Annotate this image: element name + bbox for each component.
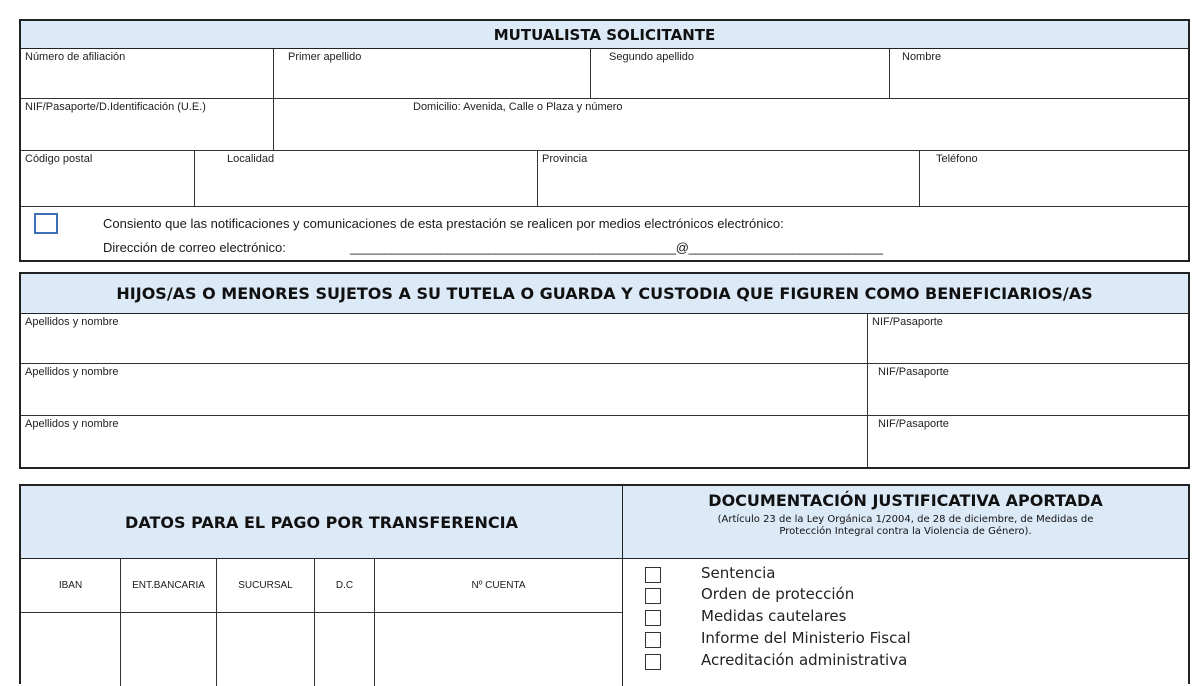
nif-field[interactable]: [21, 99, 274, 151]
pago-header: [21, 486, 623, 559]
acreditacion-label: Acreditación administrativa: [701, 651, 908, 669]
sentencia-label: Sentencia: [701, 564, 776, 582]
hijo-name-label: Apellidos y nombre: [25, 316, 119, 328]
consent-text: Consiento que las notificaciones y comunicaciones de esta prestación se realicen por medios electrónicos electrónico:: [103, 216, 784, 231]
codigo-postal-label: Código postal: [25, 153, 93, 165]
iban-label: IBAN: [58, 580, 83, 591]
hijos-header: [21, 274, 1188, 314]
localidad-field[interactable]: [195, 151, 538, 207]
afiliacion-field[interactable]: [21, 49, 274, 99]
hijo-1-name-field[interactable]: [21, 314, 868, 364]
hijo-3-nif-field[interactable]: [868, 416, 1188, 467]
sentencia-checkbox[interactable]: [645, 567, 661, 583]
entidad-label: ENT.BANCARIA: [132, 580, 205, 591]
dc-label: D.C: [335, 580, 354, 591]
segundo-apellido-label: Segundo apellido: [609, 51, 695, 63]
informe-fiscal-label: Informe del Ministerio Fiscal: [701, 629, 911, 647]
documentacion-subtitle-2: Protección Integral contra la Violencia de Género).: [779, 526, 1032, 537]
pago-title: DATOS PARA EL PAGO POR TRANSFERENCIA: [125, 512, 518, 532]
cuenta-label: Nº CUENTA: [471, 580, 526, 591]
mutualista-title: MUTUALISTA SOLICITANTE: [493, 25, 716, 44]
documentacion-title: DOCUMENTACIÓN JUSTIFICATIVA APORTADA: [708, 491, 1103, 510]
acreditacion-checkbox[interactable]: [645, 654, 661, 670]
entidad-input[interactable]: [121, 613, 217, 686]
hijo-name-label: Apellidos y nombre: [25, 418, 119, 430]
hijos-title: HIJOS/AS O MENORES SUJETOS A SU TUTELA O GUARDA Y CUSTODIA QUE FIGUREN COMO BENEFICIARIOS/AS: [116, 284, 1093, 303]
hijos-section: [19, 272, 1190, 469]
domicilio-label: Domicilio: Avenida, Calle o Plaza y número: [413, 101, 623, 113]
entidad-column-header: [121, 559, 217, 613]
hijo-nif-label: NIF/Pasaporte: [878, 418, 949, 430]
nombre-field[interactable]: [890, 49, 1188, 99]
consent-checkbox[interactable]: [34, 213, 58, 234]
pago-doc-section: [19, 484, 1190, 684]
sucursal-input[interactable]: [217, 613, 315, 686]
sucursal-label: SUCURSAL: [238, 580, 293, 591]
email-input[interactable]: _______________________________________________@____________________________: [350, 240, 883, 255]
mutualista-section: [19, 19, 1190, 262]
iban-input[interactable]: [21, 613, 121, 686]
dc-column-header: [315, 559, 375, 613]
provincia-field[interactable]: [538, 151, 920, 207]
informe-fiscal-checkbox[interactable]: [645, 632, 661, 648]
hijo-2-nif-field[interactable]: [868, 364, 1188, 416]
cuenta-column-header: [375, 559, 623, 613]
domicilio-field[interactable]: [274, 99, 1188, 151]
hijo-nif-label: NIF/Pasaporte: [872, 316, 943, 328]
documentacion-header: [623, 486, 1188, 559]
medidas-cautelares-checkbox[interactable]: [645, 610, 661, 626]
primer-apellido-label: Primer apellido: [288, 51, 362, 63]
orden-proteccion-checkbox[interactable]: [645, 588, 661, 604]
afiliacion-label: Número de afiliación: [25, 51, 126, 63]
localidad-label: Localidad: [227, 153, 275, 165]
dc-input[interactable]: [315, 613, 375, 686]
provincia-label: Provincia: [542, 153, 588, 165]
hijo-2-name-field[interactable]: [21, 364, 868, 416]
sucursal-column-header: [217, 559, 315, 613]
orden-proteccion-label: Orden de protección: [701, 585, 855, 603]
nombre-label: Nombre: [902, 51, 942, 63]
nif-label: NIF/Pasaporte/D.Identificación (U.E.): [25, 101, 206, 113]
telefono-field[interactable]: [920, 151, 1188, 207]
documentacion-subtitle-1: (Artículo 23 de la Ley Orgánica 1/2004, de 28 de diciembre, de Medidas de: [717, 514, 1094, 525]
telefono-label: Teléfono: [936, 153, 978, 165]
hijo-nif-label: NIF/Pasaporte: [878, 366, 949, 378]
hijo-3-name-field[interactable]: [21, 416, 868, 467]
medidas-cautelares-label: Medidas cautelares: [701, 607, 847, 625]
mutualista-header: [21, 21, 1188, 49]
hijo-name-label: Apellidos y nombre: [25, 366, 119, 378]
cuenta-input[interactable]: [375, 613, 623, 686]
primer-apellido-field[interactable]: [274, 49, 591, 99]
hijo-1-nif-field[interactable]: [868, 314, 1188, 364]
segundo-apellido-field[interactable]: [591, 49, 890, 99]
codigo-postal-field[interactable]: [21, 151, 195, 207]
email-label: Dirección de correo electrónico:: [103, 240, 286, 255]
iban-column-header: [21, 559, 121, 613]
